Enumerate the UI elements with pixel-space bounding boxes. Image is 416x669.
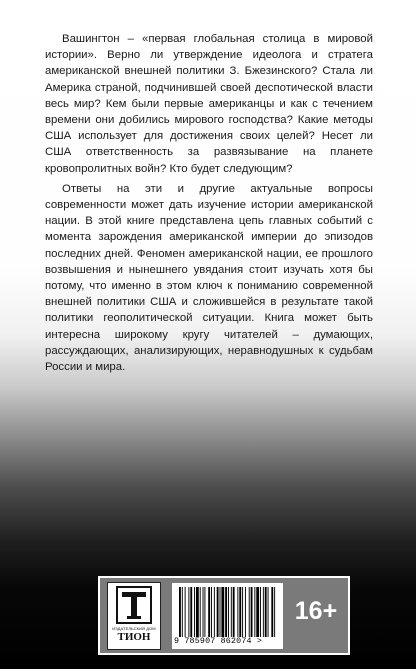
publisher-name: ТИОН xyxy=(117,631,151,643)
barcode-bar xyxy=(203,587,204,637)
publisher-logo xyxy=(107,582,161,650)
publisher-caption: ИЗДАТЕЛЬСКИЙ ДОМ xyxy=(112,626,156,631)
age-rating-badge: 16+ xyxy=(294,597,338,625)
barcode-bar xyxy=(271,587,273,637)
description-paragraph-2: Ответы на эти и другие актуальные вопросы современности может дать изучение истории американской нации. В этой книге представлена цепь главных событий с момента зарождения американской империи до эпизодов последних дней. Феномен американской нации, ее прошлого возвышения и нынешнего увядания стоит изучать хотя бы потому, что именно в этом ключ к пониманию современной внешней политики США и сложившейся в результате такой политики геополитической ситуации. Книга может быть интересна широкому кругу читателей – думающих, рассуждающих, анализирующих, неравнодушных к судьбам России и мира. xyxy=(45,182,373,374)
barcode-bar xyxy=(263,587,264,637)
barcode-bar xyxy=(254,587,255,637)
barcode-bar xyxy=(245,587,246,637)
description-text xyxy=(45,31,373,375)
barcode-bar xyxy=(233,587,235,637)
barcode-bar xyxy=(228,587,229,637)
barcode-bar xyxy=(225,587,227,637)
barcode-bar xyxy=(204,587,205,637)
barcode-bar xyxy=(188,587,189,637)
barcode-bar xyxy=(190,587,192,637)
barcode-bar xyxy=(242,587,243,637)
barcode-bar xyxy=(200,587,201,637)
barcode-bar xyxy=(256,587,259,637)
barcode-bar xyxy=(182,587,183,637)
barcode-bar xyxy=(265,587,267,637)
t-letter-logo-icon xyxy=(116,586,152,624)
barcode-bar xyxy=(221,587,224,637)
barcode-bar xyxy=(211,587,212,637)
barcode-bar xyxy=(249,587,250,637)
barcode-bar xyxy=(268,587,269,637)
barcode-bar xyxy=(214,587,215,637)
barcode-bar xyxy=(208,587,210,637)
barcode-bar xyxy=(194,587,195,637)
barcode-bar xyxy=(237,587,238,637)
barcode-bar xyxy=(196,587,199,637)
isbn-number: 9 785907 862074 > xyxy=(174,637,263,646)
barcode-bar xyxy=(220,587,221,637)
barcode-bar xyxy=(251,587,253,637)
barcode-bar xyxy=(239,587,241,637)
barcode xyxy=(172,583,283,649)
description-paragraph-1: Вашингтон – «первая глобальная столица в мировой истории». Верно ли утверждение идеолога и стратега американской внешней политики З. Бжезинского? Стала ли Америка страной, подчинившей своей деспотической власти весь мир? Кем были первые американцы и как с течением времени они добились мирового господства? Какие методы США использует для достижения своих целей? Несет ли США ответственность за развязывание на планете кровопролитных войн? Кто будет следующим? xyxy=(45,33,373,175)
barcode-bar xyxy=(179,587,181,637)
barcode-bar xyxy=(260,587,261,637)
barcode-bar xyxy=(185,587,186,637)
barcode-bar xyxy=(217,587,219,637)
barcode-bar xyxy=(274,587,275,637)
barcode-bars xyxy=(179,587,277,637)
barcode-bar xyxy=(231,587,232,637)
